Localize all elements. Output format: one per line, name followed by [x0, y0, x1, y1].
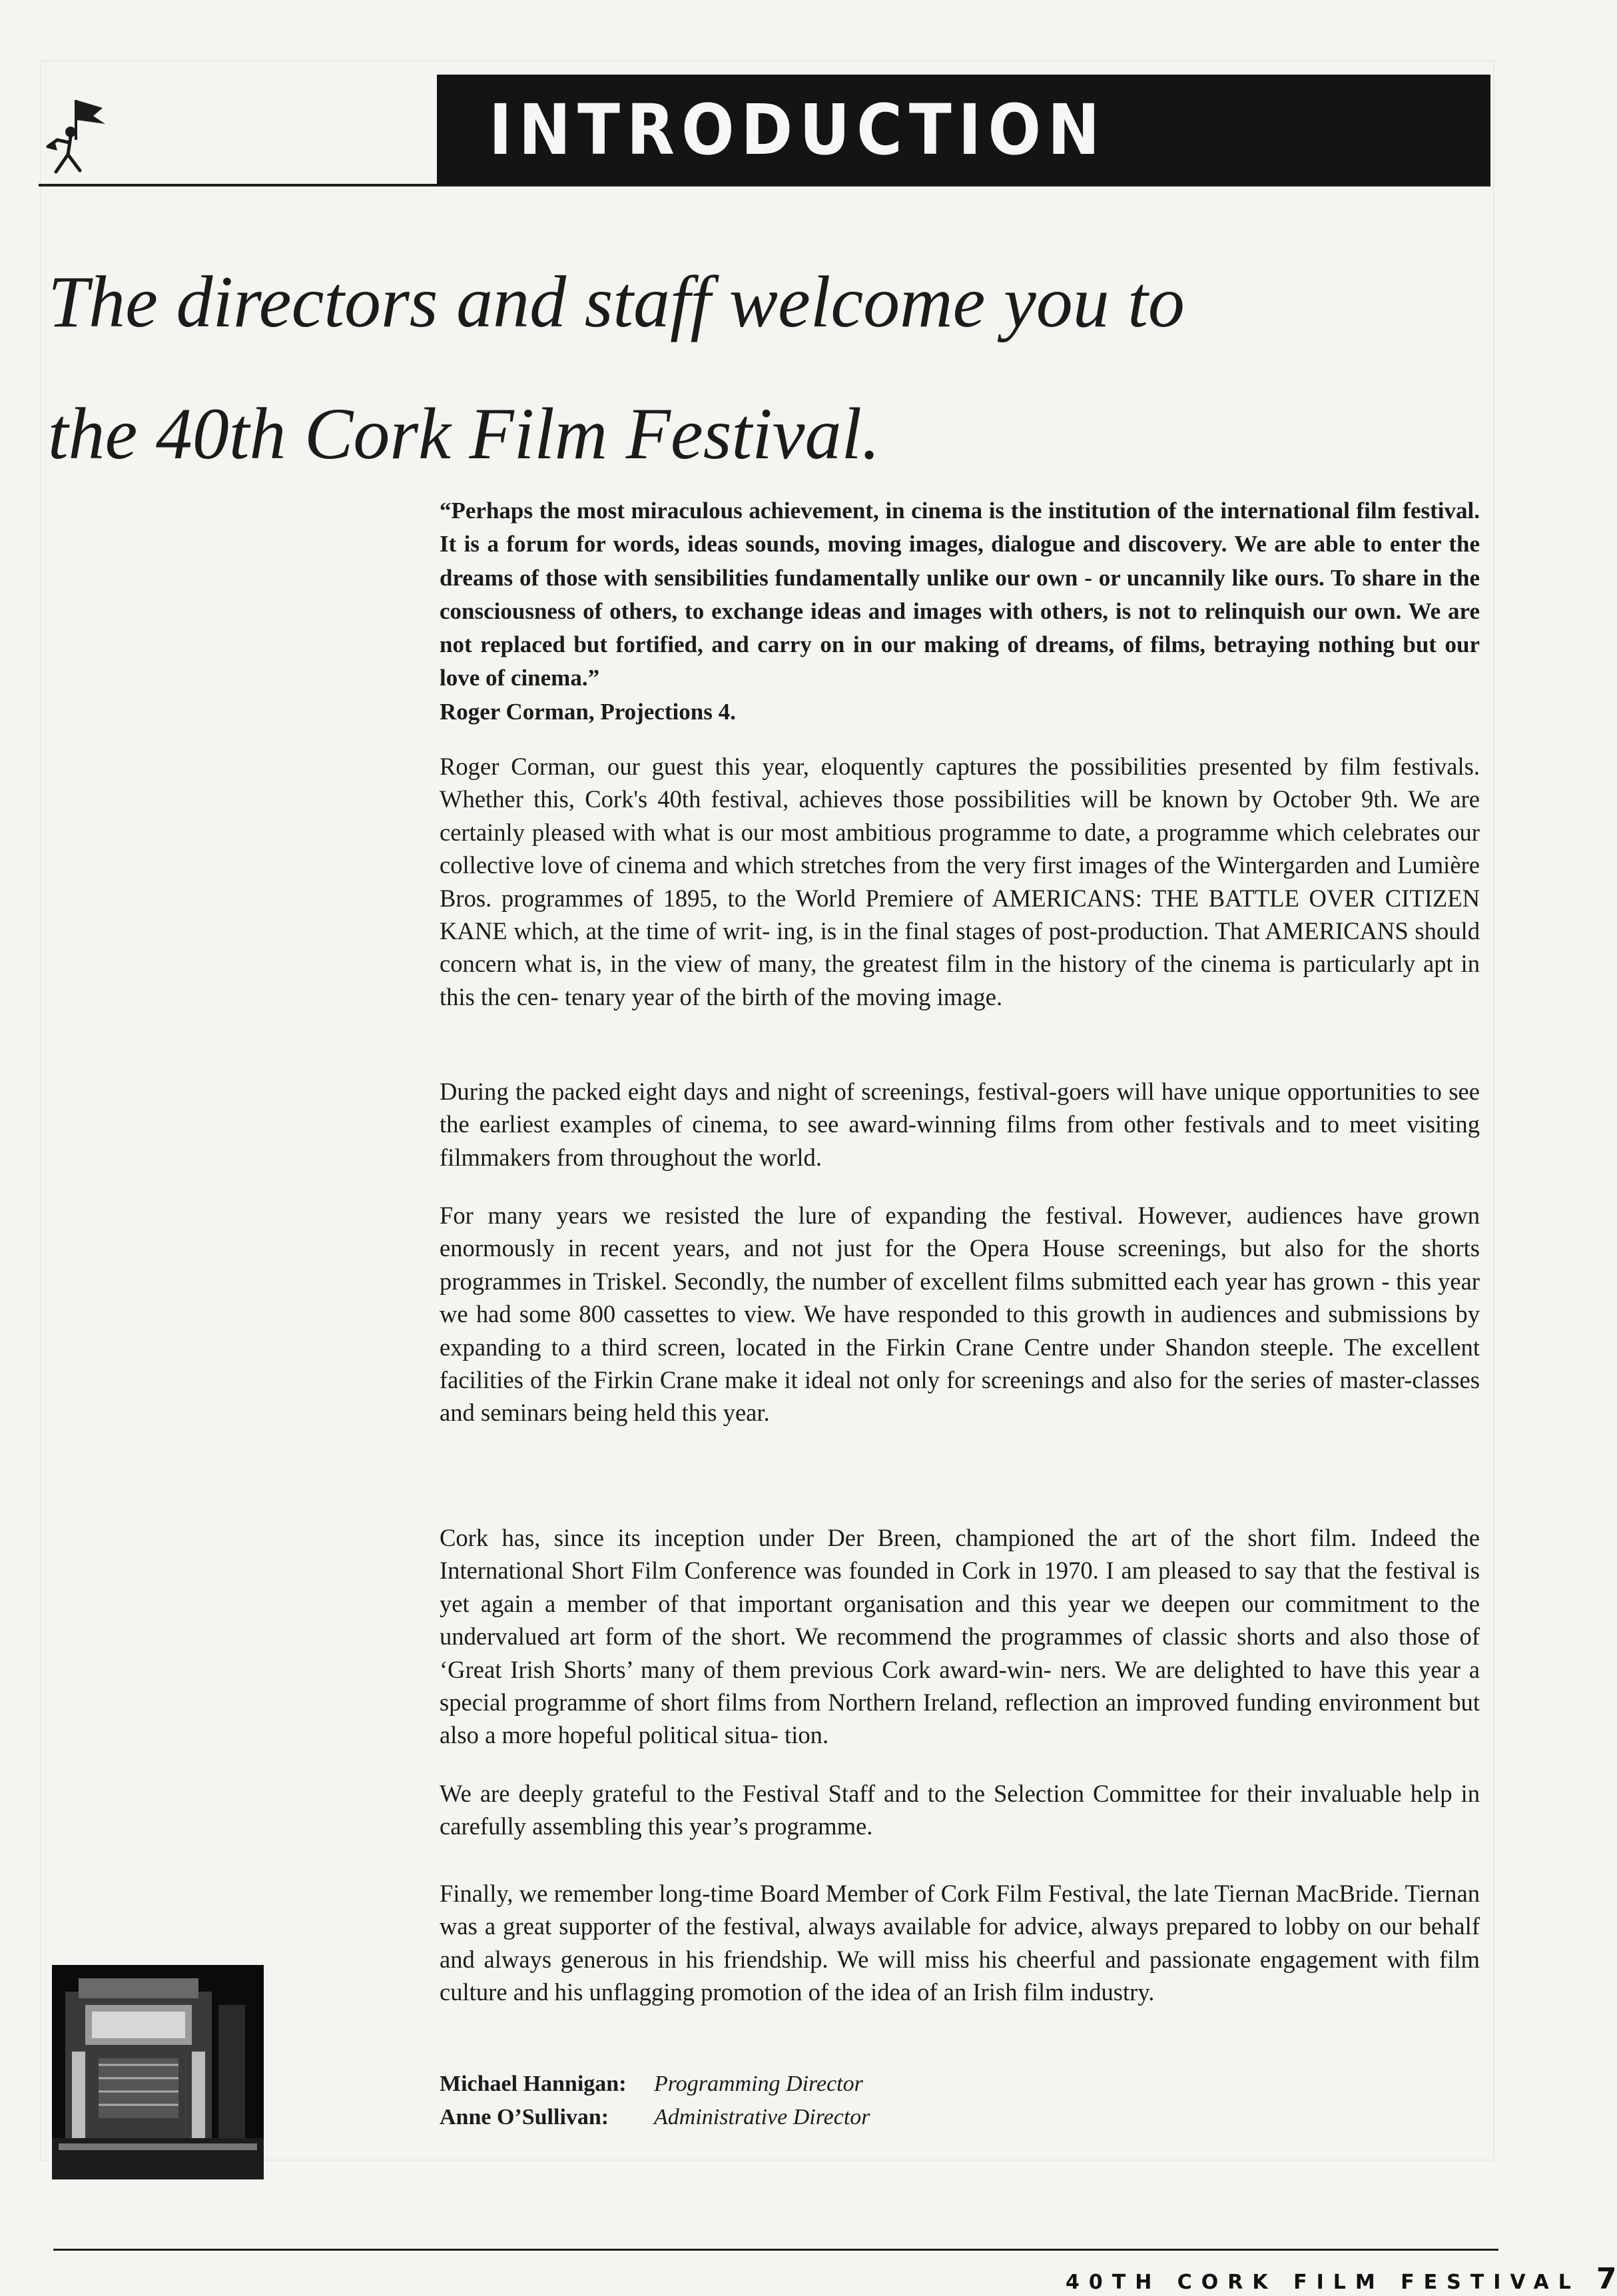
signer-name: Michael Hannigan:	[440, 2072, 627, 2096]
body-paragraph: Finally, we remember long-time Board Member of Cork Film Festival, the late Tiernan MacBride. Tiernan was a great supporter of the festival, always available for advice, always prepared to lobby on our behalf and always generous in his friendship. We will miss his cheerful and passionate engagement with film culture and his unflagging promotion of the idea of an Irish film industry.	[440, 1880, 1480, 2006]
epigraph-quote	[440, 494, 1480, 729]
body-paragraph: During the packed eight days and night of screenings, festival-goers will have unique opportunities to see the earliest examples of cinema, to see award-winning films from other festivals and to meet visiting filmmakers from throughout the world.	[440, 1078, 1480, 1171]
flag-bearer-figure-icon	[41, 93, 115, 180]
quote-text: “Perhaps the most miraculous achievement, in cinema is the institution of the international film festival. It is a forum for words, ideas sounds, moving images, dialogue and discovery. We are able to enter the dreams of those with sensibilities fundamentally unlike our own - or uncannily like ours. To share in the consciousness of others, to exchange ideas and images with others, is not to relinquish our own. We are not replaced but fortified, and carry on in our making of dreams, of films, betraying nothing but our love of cinema.”	[440, 498, 1480, 691]
signatories	[440, 2068, 870, 2134]
signer-role: Administrative Director	[654, 2105, 870, 2129]
body-paragraph: Roger Corman, our guest this year, eloquently captures the possibilities presented by film festivals. Whether this, Cork's 40th festival, achieves those possibilities will be known by October 9th. We are certainly pleased with what is our most ambitious programme to date, a programme which celebrates our collective love of cinema and which stretches from the very first images of the Wintergarden and Lumière Bros. programmes of 1895, to the World Premiere of AMERICANS: THE BATTLE OVER CITIZEN KANE which, at the time of writ- ing, is in the final stages of post-production. That AMERICANS should concern what is, in the view of many, the greatest film in the history of the cinema is particularly apt in this the cen- tenary year of the birth of the moving image.	[440, 753, 1480, 1010]
body-paragraph: Cork has, since its inception under Der Breen, championed the art of the short film. Indeed the International Short Film Conference was founded in Cork in 1970. I am pleased to say that the festival is yet again a member of that important organisation and this year we deepen our commitment to the undervalued art form of the short. We recommend the programmes of classic shorts and also those of ‘Great Irish Shorts’ many of them previous Cork award-win- ners. We are delighted to have this year a special programme of short films from Northern Ireland, reflection an improved funding environment but also a more hopeful political situa- tion.	[440, 1524, 1480, 1749]
signer-row	[440, 2101, 870, 2134]
page-footer	[1066, 2262, 1617, 2296]
quote-attribution: Roger Corman, Projections 4.	[440, 698, 736, 725]
footer-rule	[53, 2249, 1498, 2251]
footer-text: 40TH CORK FILM FESTIVAL	[1066, 2271, 1580, 2294]
body-paragraph: We are deeply grateful to the Festival Staff and to the Selection Committee for their invaluable help in carefully assembling this year’s programme.	[440, 1780, 1480, 1840]
page-number: 7	[1596, 2262, 1617, 2296]
headline-line-1: The directors and staff welcome you to	[48, 261, 1185, 342]
signer-row	[440, 2068, 870, 2101]
cinema-facade-photo	[52, 1965, 264, 2179]
signer-name: Anne O’Sullivan:	[440, 2105, 609, 2129]
signer-role: Programming Director	[654, 2072, 863, 2096]
section-banner: INTRODUCTION	[437, 75, 1490, 185]
body-paragraph: For many years we resisted the lure of expanding the festival. However, audiences have grown enormously in recent years, and not just for the Opera House screenings, but also for the shorts programmes in Triskel. Secondly, the number of excellent films submitted each year has grown - this year we had some 800 cassettes to view. We have responded to this growth in audiences and submissions by expanding to a third screen, located in the Firkin Crane Centre under Shandon steeple. The excellent facilities of the Firkin Crane make it ideal not only for screenings and also for the series of master-classes and seminars being held this year.	[440, 1202, 1480, 1427]
headline-line-2: the 40th Cork Film Festival.	[48, 393, 880, 474]
